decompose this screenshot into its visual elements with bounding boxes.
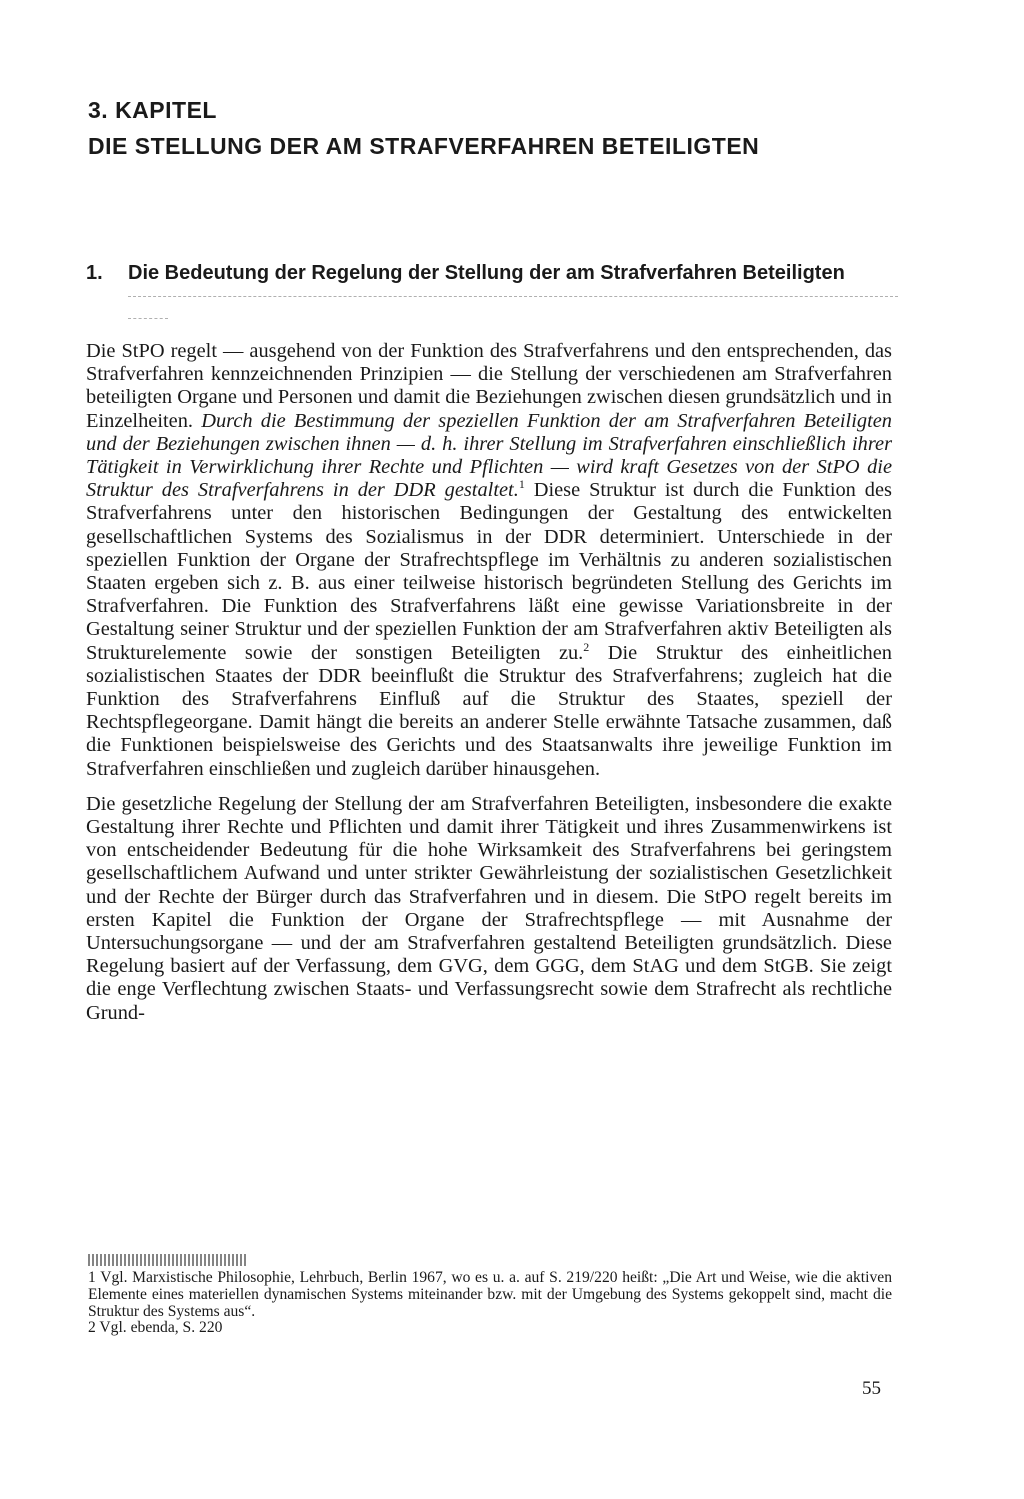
- heading-underline-short: [128, 318, 168, 319]
- footnote-separator: [88, 1254, 248, 1266]
- footnote-2: 2 Vgl. ebenda, S. 220: [88, 1319, 223, 1337]
- paragraph-1-italic: Durch die Bestimmung der speziellen Funktion der am Strafverfahren Beteiligten und der Beziehungen zwischen ihnen — d. h. ihrer Stellung im Strafverfahren einschließlich ihrer Tätigkeit in Verwirklichung ihrer Rechte und Pflichten — wird kraft Gesetzes von der StPO die Struktur des Strafverfahrens in der DDR gestaltet.: [86, 409, 892, 502]
- paragraph-1-part-1: Die StPO regelt — ausgehend von der Funktion des Strafverfahrens und den entsprechenden, das Strafverfahren kennzeichnenden Prinzipien — die Stellung der verschiedenen am Strafverfahren beteiligten Organe und Personen und damit die Beziehungen zwischen diesen grundsätzlich und in Einzelheiten.: [86, 340, 892, 432]
- paragraph-1-part-3: Die Struktur des einheitlichen sozialistischen Staates der DDR beeinflußt die Struktur des Strafverfahrens; zugleich hat die Funktion des Strafverfahrens Einfluß auf die Struktur des Staates, speziell der Rechtspflegeorgane. Damit hängt die bereits an anderer Stelle erwähnte Tatsache zusammen, daß die Funktionen beispielsweise des Gerichts und des Staatsanwalts ihre jeweilige Funktion im Strafverfahren einschließen und zugleich darüber hinausgehen.: [86, 641, 892, 780]
- footnote-ref-2[interactable]: 2: [583, 639, 590, 654]
- section-number: 1.: [86, 262, 103, 284]
- heading-underline: [128, 296, 898, 297]
- paragraph-1: [86, 340, 892, 781]
- chapter-title: DIE STELLUNG DER AM STRAFVERFAHREN BETEILIGTEN: [88, 133, 760, 159]
- paragraph-1-part-2: Diese Struktur ist durch die Funktion des Strafverfahrens unter den historischen Bedingungen der Gestaltung des entwickelten gesellschaftlichen Systems des Sozialismus in der DDR determiniert. Unterschiede in der speziellen Funktion der Organe der Strafrechtspflege im Verhältnis zu anderen sozialistischen Staaten ergeben sich z. B. aus einer teilweise historisch begründeten Stellung des Gerichts im Strafverfahren. Die Funktion des Strafverfahrens läßt eine gewisse Variationsbreite in der Gestaltung seiner Struktur und der speziellen Funktion der am Strafverfahren aktiv Beteiligten als Strukturelemente sowie der sonstigen Beteiligten zu.: [86, 479, 892, 664]
- footnote-1: 1 Vgl. Marxistische Philosophie, Lehrbuch, Berlin 1967, wo es u. a. auf S. 219/220 heißt: „Die Art und Weise, wie die aktiven Elemente eines materiellen dynamischen Systems miteinander bzw. mit der Umgebung des Systems gekoppelt sind, macht die Struktur des Systems aus“.: [88, 1269, 892, 1320]
- page-number: 55: [862, 1378, 881, 1399]
- footnotes: [88, 1270, 892, 1337]
- chapter-heading: [88, 92, 759, 164]
- body-text: [86, 340, 892, 1037]
- section-title: Die Bedeutung der Regelung der Stellung der am Strafverfahren Beteiligten: [128, 262, 845, 284]
- footnote-ref-1[interactable]: 1: [518, 477, 525, 492]
- chapter-number: 3. KAPITEL: [88, 97, 217, 123]
- paragraph-2: Die gesetzliche Regelung der Stellung der am Strafverfahren Beteiligten, insbesondere die exakte Gestaltung ihrer Rechte und Pflichten und damit ihrer Tätigkeit und ihres Zusammenwirkens ist von entscheidender Bedeutung für die hohe Wirksamkeit des Strafverfahrens bei geringstem gesellschaftlichem Aufwand und unter strikter Gewährleistung der sozialistischen Gesetzlichkeit und der Rechte der Bürger durch das Strafverfahren und in diesem. Die StPO regelt bereits im ersten Kapitel die Funktion der Organe der Strafrechtspflege — mit Ausnahme der Untersuchungsorgane — und der am Strafverfahren gestaltend Beteiligten grundsätzlich. Diese Regelung basiert auf der Verfassung, dem GVG, dem GGG, dem StAG und dem StGB. Sie zeigt die enge Verflechtung zwischen Staats- und Verfassungsrecht sowie dem Strafrecht als rechtliche Grund-: [86, 792, 892, 1024]
